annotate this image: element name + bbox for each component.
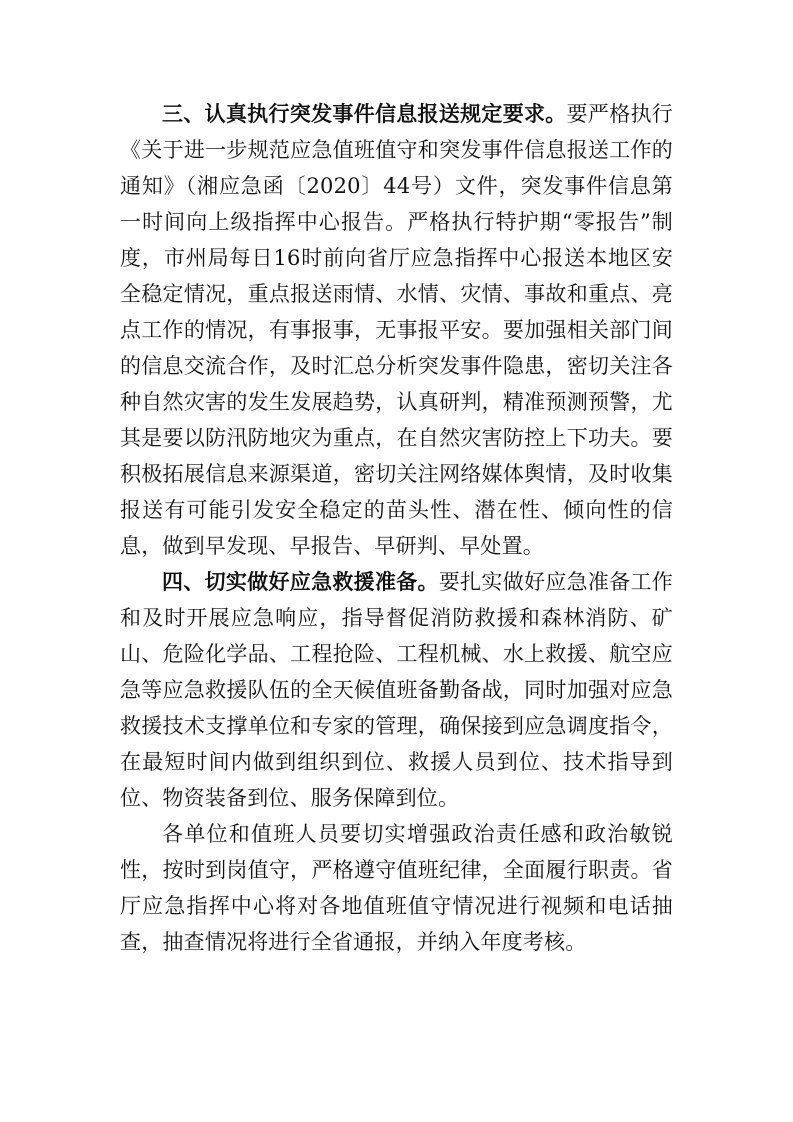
closing-paragraph: 各单位和值班人员要切实增强政治责任感和政治敏锐性，按时到岗值守，严格遵守值班纪律，全面履行职责。省厅应急指挥中心将对各地值班值守情况进行视频和电话抽查，抽查情况将进行全省通报，并纳入年度考核。 xyxy=(120,822,673,954)
section-4-paragraph xyxy=(120,564,673,816)
section-3-heading: 三、认真执行突发事件信息报送规定要求。 xyxy=(162,102,567,126)
document-page xyxy=(120,96,673,960)
section-3-body: 要严格执行《关于进一步规范应急值班值守和突发事件信息报送工作的通知》（湘应急函〔2020〕44号）文件，突发事件信息第一时间向上级指挥中心报告。严格执行特护期“零报告”制度，市州局每日16时前向省厅应急指挥中心报送本地区安全稳定情况，重点报送雨情、水情、灾情、事故和重点、亮点工作的情况，有事报事，无事报平安。要加强相关部门间的信息交流合作，及时汇总分析突发事件隐患，密切关注各种自然灾害的发生发展趋势，认真研判，精准预测预警，尤其是要以防汛防地灾为重点，在自然灾害防控上下功夫。要积极拓展信息来源渠道，密切关注网络媒体舆情，及时收集报送有可能引发安全稳定的苗头性、潜在性、倾向性的信息，做到早发现、早报告、早研判、早处置。 xyxy=(120,102,673,558)
section-4-body: 要扎实做好应急准备工作和及时开展应急响应，指导督促消防救援和森林消防、矿山、危险化学品、工程抢险、工程机械、水上救援、航空应急等应急救援队伍的全天候值班备勤备战，同时加强对应急救援技术支撑单位和专家的管理，确保接到应急调度指令，在最短时间内做到组织到位、救援人员到位、技术指导到位、物资装备到位、服务保障到位。 xyxy=(120,570,673,810)
section-3-paragraph xyxy=(120,96,673,564)
section-4-heading: 四、切实做好应急救援准备。 xyxy=(162,570,439,594)
